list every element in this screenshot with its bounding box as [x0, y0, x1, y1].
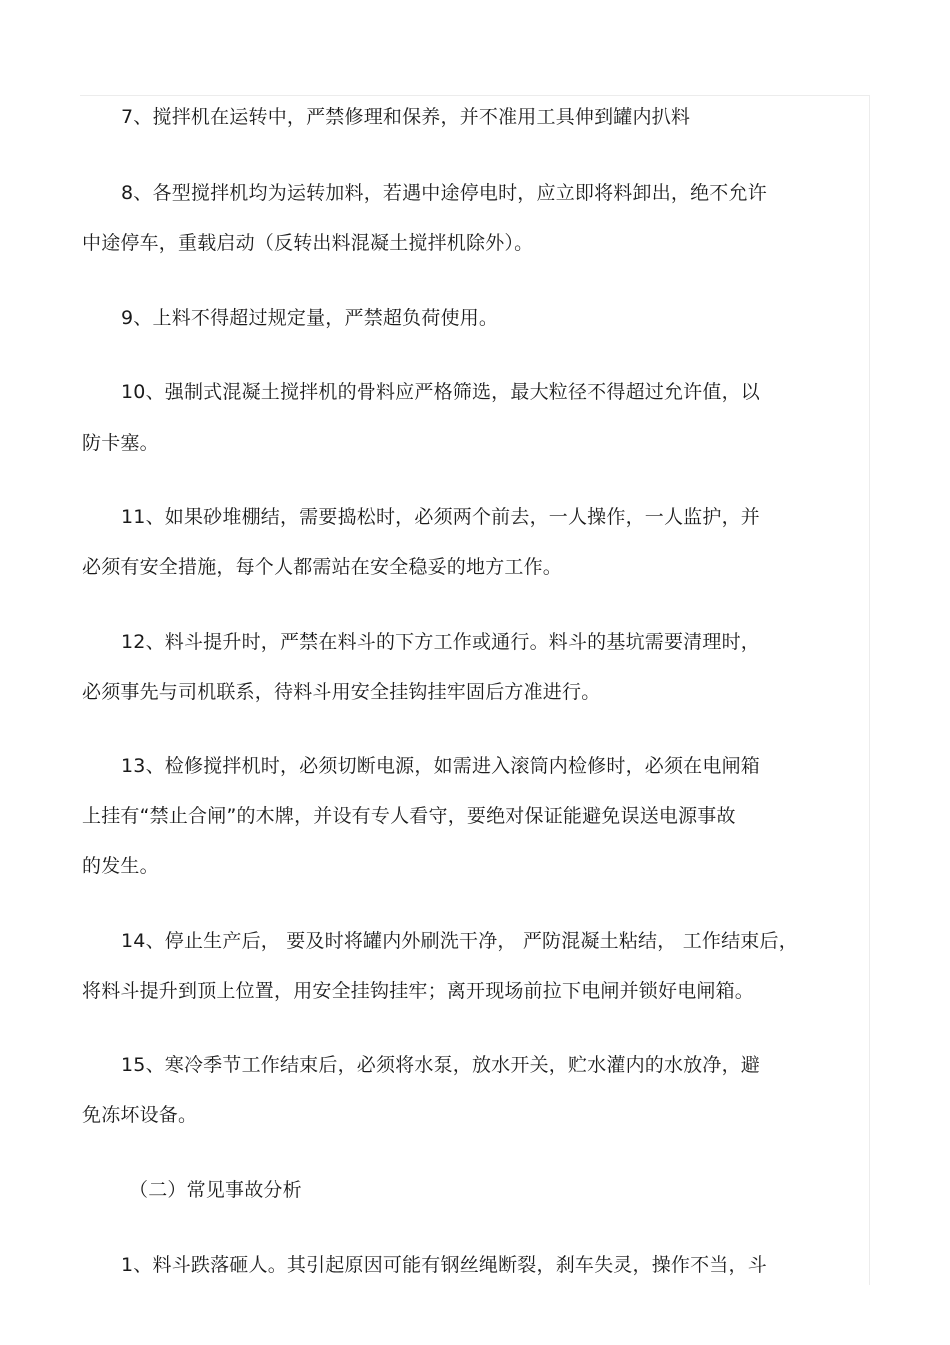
item-13-line-1: 13、检修搅拌机时，必须切断电源，如需进入滚筒内检修时，必须在电闸箱: [121, 755, 760, 777]
item-11-line-2: 必须有安全措施，每个人都需站在安全稳妥的地方工作。: [82, 556, 563, 578]
item-8-line-1: 8、各型搅拌机均为运转加料，若遇中途停电时，应立即将料卸出，绝不允许: [121, 182, 767, 204]
item-13-line-3: 的发生。: [82, 855, 159, 877]
item-10-line-2: 防卡塞。: [82, 432, 159, 454]
item-10-line-1: 10、强制式混凝土搅拌机的骨料应严格筛选，最大粒径不得超过允许值，以: [121, 381, 760, 403]
accident-1-line-1: 1、料斗跌落砸人。其引起原因可能有钢丝绳断裂，刹车失灵，操作不当，斗: [121, 1254, 767, 1276]
section-2-heading: （二）常见事故分析: [129, 1179, 302, 1201]
item-12-line-2: 必须事先与司机联系，待料斗用安全挂钩挂牢固后方准进行。: [82, 681, 601, 703]
item-15-line-2: 免冻坏设备。: [82, 1104, 198, 1126]
page-right-divider: [869, 95, 870, 1285]
item-12-line-1: 12、料斗提升时，严禁在料斗的下方工作或通行。料斗的基坑需要清理时，: [121, 631, 760, 653]
item-8-line-2: 中途停车，重载启动（反转出料混凝土搅拌机除外）。: [82, 232, 534, 254]
item-13-line-2: 上挂有“禁止合闸”的木牌，并设有专人看守，要绝对保证能避免误送电源事故: [82, 805, 736, 827]
item-15-line-1: 15、寒冷季节工作结束后，必须将水泵，放水开关，贮水灌内的水放净，避: [121, 1054, 760, 1076]
page-top-divider: [80, 95, 870, 96]
item-14-line-2: 将料斗提升到顶上位置，用安全挂钩挂牢；离开现场前拉下电闸并锁好电闸箱。: [82, 980, 755, 1002]
item-9-line-1: 9、上料不得超过规定量，严禁超负荷使用。: [121, 307, 499, 329]
item-11-line-1: 11、如果砂堆棚结，需要捣松时，必须两个前去，一人操作，一人监护，并: [121, 506, 760, 528]
item-7-line-1: 7、搅拌机在运转中，严禁修理和保养，并不准用工具伸到罐内扒料: [121, 106, 691, 128]
item-14-line-1: 14、停止生产后， 要及时将罐内外刷洗干净， 严防混凝土粘结， 工作结束后，: [121, 930, 798, 952]
